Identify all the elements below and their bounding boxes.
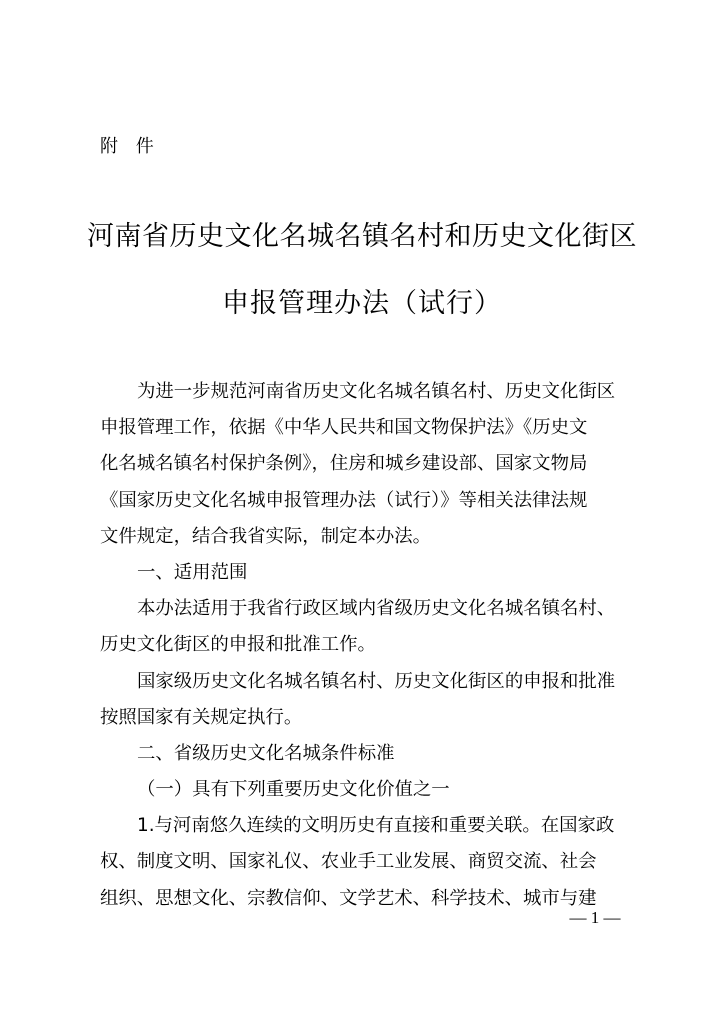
- paragraph-line: 《国家历史文化名城申报管理办法（试行）》等相关法律法规: [100, 489, 588, 511]
- paragraph-line: 组织、思想文化、宗教信仰、文学艺术、科学技术、城市与建: [100, 887, 597, 909]
- paragraph-line: 为进一步规范河南省历史文化名城名镇名村、历史文化街区: [137, 381, 616, 402]
- page-number: — 1 —: [569, 908, 621, 927]
- document-title-line-2: 申报管理办法（试行）: [222, 288, 502, 319]
- paragraph-line: 历史文化街区的申报和批准工作。: [100, 634, 376, 656]
- paragraph-line: 权、制度文明、国家礼仪、农业手工业发展、商贸交流、社会: [100, 851, 597, 873]
- paragraph-line: 1.与河南悠久连续的文明历史有直接和重要关联。在国家政: [137, 815, 615, 837]
- subsection-heading: （一）具有下列重要历史文化价值之一: [137, 779, 450, 801]
- paragraph-line: 化名城名镇名村保护条例》，住房和城乡建设部、国家文物局: [100, 453, 588, 475]
- paragraph-line: 本办法适用于我省行政区域内省级历史文化名城名镇名村、: [137, 598, 616, 620]
- paragraph-line: 国家级历史文化名城名镇名村、历史文化街区的申报和批准: [137, 670, 616, 692]
- section-heading: 一、适用范围: [137, 561, 248, 583]
- body-text: [100, 374, 640, 917]
- paragraph-line: 按照国家有关规定执行。: [100, 706, 303, 728]
- document-title-line-1: 河南省历史文化名城名镇名村和历史文化街区: [87, 221, 637, 252]
- attachment-label: 附 件: [100, 136, 160, 157]
- section-heading: 二、省级历史文化名城条件标准: [137, 742, 395, 764]
- paragraph-line: 申报管理工作，依据《中华人民共和国文物保护法》《历史文: [100, 417, 588, 439]
- paragraph-line: 文件规定，结合我省实际，制定本办法。: [100, 525, 432, 547]
